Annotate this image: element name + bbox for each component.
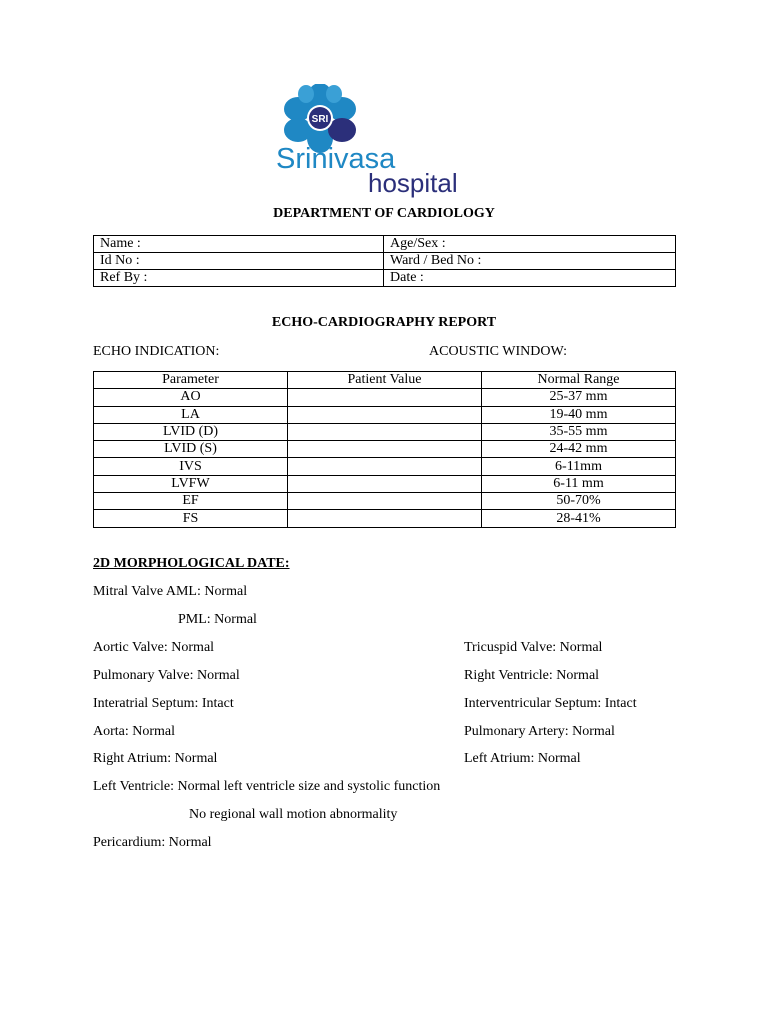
table-row: [94, 441, 676, 458]
normal-range: 50-70%: [482, 493, 676, 510]
echo-indication-label: ECHO INDICATION:: [93, 344, 220, 359]
table-row: [94, 236, 676, 253]
interventricular-septum: Interventricular Septum: Intact: [464, 696, 637, 711]
hospital-logo: [270, 84, 500, 199]
left-ventricle: Left Ventricle: Normal left ventricle size and systolic function: [93, 779, 441, 794]
logo-name-line2: hospital: [368, 168, 458, 198]
logo-badge-text: SRI: [311, 114, 329, 125]
morphology-heading: 2D MORPHOLOGICAL DATE:: [93, 556, 290, 571]
patient-value-cell: [288, 493, 482, 510]
right-ventricle: Right Ventricle: Normal: [464, 668, 600, 683]
normal-range: 6-11 mm: [482, 475, 676, 492]
param-name: AO: [94, 389, 288, 406]
parameters-table: [93, 371, 676, 528]
table-row: [94, 389, 676, 406]
table-row: [94, 270, 676, 287]
normal-range: 6-11mm: [482, 458, 676, 475]
logo-name-line1: Srinivasa: [276, 143, 396, 175]
id-no-label: Id No :: [94, 253, 384, 270]
patient-value-cell: [288, 458, 482, 475]
param-name: LVID (S): [94, 441, 288, 458]
report-title: ECHO-CARDIOGRAPHY REPORT: [271, 315, 497, 330]
aortic-valve: Aortic Valve: Normal: [93, 640, 215, 655]
patient-value-cell: [288, 389, 482, 406]
patient-value-cell: [288, 423, 482, 440]
right-atrium: Right Atrium: Normal: [93, 751, 218, 766]
name-label: Name :: [94, 236, 384, 253]
normal-range: 24-42 mm: [482, 441, 676, 458]
param-name: IVS: [94, 458, 288, 475]
mitral-valve-aml: Mitral Valve AML: Normal: [93, 584, 248, 599]
table-header-row: [94, 372, 676, 389]
table-row: [94, 406, 676, 423]
normal-range: 25-37 mm: [482, 389, 676, 406]
header-parameter: Parameter: [94, 372, 288, 389]
param-name: LVFW: [94, 475, 288, 492]
pulmonary-artery: Pulmonary Artery: Normal: [464, 724, 615, 739]
patient-value-cell: [288, 475, 482, 492]
patient-info-table: [93, 235, 676, 287]
table-row: [94, 423, 676, 440]
acoustic-window-label: ACOUSTIC WINDOW:: [429, 344, 568, 359]
normal-range: 19-40 mm: [482, 406, 676, 423]
patient-value-cell: [288, 406, 482, 423]
ward-bed-label: Ward / Bed No :: [384, 253, 676, 270]
header-patient-value: Patient Value: [288, 372, 482, 389]
table-row: [94, 458, 676, 475]
param-name: FS: [94, 510, 288, 527]
patient-value-cell: [288, 441, 482, 458]
interatrial-septum: Interatrial Septum: Intact: [93, 696, 234, 711]
table-row: [94, 493, 676, 510]
aorta: Aorta: Normal: [93, 724, 176, 739]
pulmonary-valve: Pulmonary Valve: Normal: [93, 668, 240, 683]
pericardium: Pericardium: Normal: [93, 835, 212, 850]
normal-range: 28-41%: [482, 510, 676, 527]
table-row: [94, 475, 676, 492]
left-atrium: Left Atrium: Normal: [464, 751, 581, 766]
table-row: [94, 253, 676, 270]
date-label: Date :: [384, 270, 676, 287]
normal-range: 35-55 mm: [482, 423, 676, 440]
header-normal-range: Normal Range: [482, 372, 676, 389]
department-title: DEPARTMENT OF CARDIOLOGY: [273, 206, 495, 221]
table-row: [94, 510, 676, 527]
ref-by-label: Ref By :: [94, 270, 384, 287]
param-name: LA: [94, 406, 288, 423]
param-name: EF: [94, 493, 288, 510]
tricuspid-valve: Tricuspid Valve: Normal: [464, 640, 603, 655]
param-name: LVID (D): [94, 423, 288, 440]
left-ventricle-note: No regional wall motion abnormality: [189, 807, 398, 822]
age-sex-label: Age/Sex :: [384, 236, 676, 253]
mitral-valve-pml: PML: Normal: [178, 612, 257, 627]
patient-value-cell: [288, 510, 482, 527]
flower-logo-icon: [270, 84, 500, 199]
